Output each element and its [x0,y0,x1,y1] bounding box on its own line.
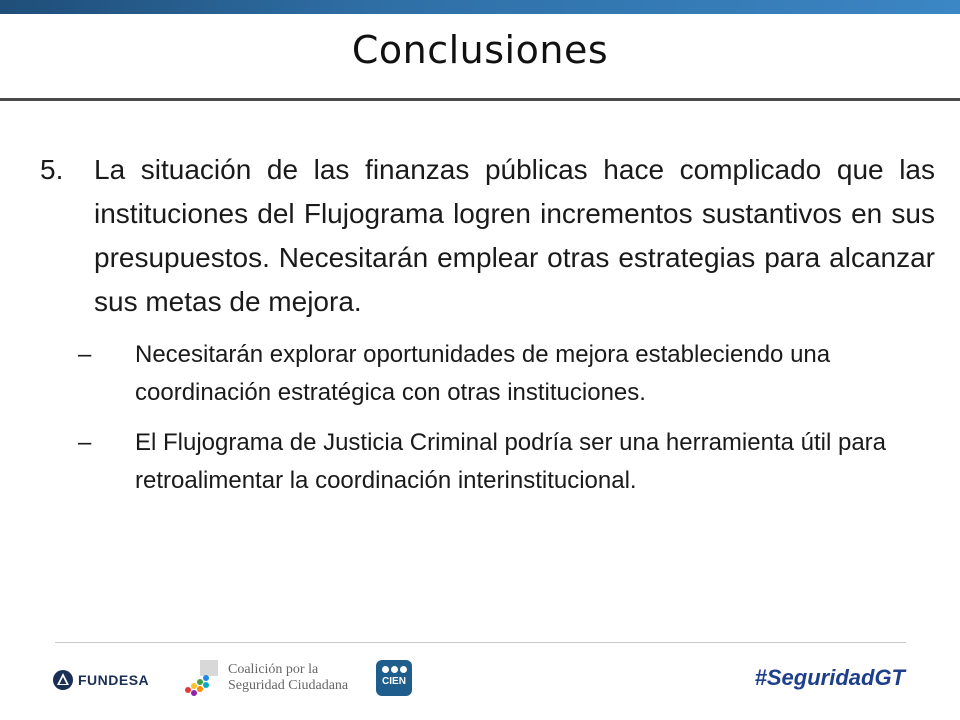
hashtag-label: #SeguridadGT [754,665,905,690]
sub-point-text: El Flujograma de Justicia Criminal podría ser una herramienta útil para retroalimentar la coordinación interinstitucional. [135,429,887,494]
footer-divider [55,642,906,643]
top-accent-bar [0,0,960,14]
coalicion-logo-icon [180,658,222,698]
cien-logo [376,660,412,696]
numbered-point [40,148,935,324]
slide-title: Conclusiones [351,28,609,72]
fundesa-logo [52,667,149,693]
sub-point [40,336,935,412]
cien-logo-text: CIEN [382,676,406,687]
sub-point-dash: – [78,341,92,368]
fundesa-logo-icon [52,669,74,691]
cien-logo-icon [376,666,412,673]
coalicion-logo-text [228,662,348,694]
fundesa-logo-text: FUNDESA [78,672,150,688]
sub-point-text: Necesitarán explorar oportunidades de mejora estableciendo una coordinación estratégica con otras instituciones. [135,341,831,406]
title-divider [0,98,960,101]
coalicion-line-1: Coalición por la [228,662,319,677]
coalicion-logo [180,655,348,701]
slide-body [40,148,935,500]
point-text: La situación de las finanzas públicas hace complicado que las instituciones del Flujograma logren incrementos sustantivos en sus presupuestos. Necesitarán emplear otras estrategias para alcanzar sus metas de mejora. [94,154,935,317]
coalicion-line-2: Seguridad Ciudadana [228,678,349,693]
sub-point [40,424,935,500]
sub-point-dash: – [78,429,92,456]
footer-logos [0,655,960,705]
point-number: 5. [40,154,64,185]
